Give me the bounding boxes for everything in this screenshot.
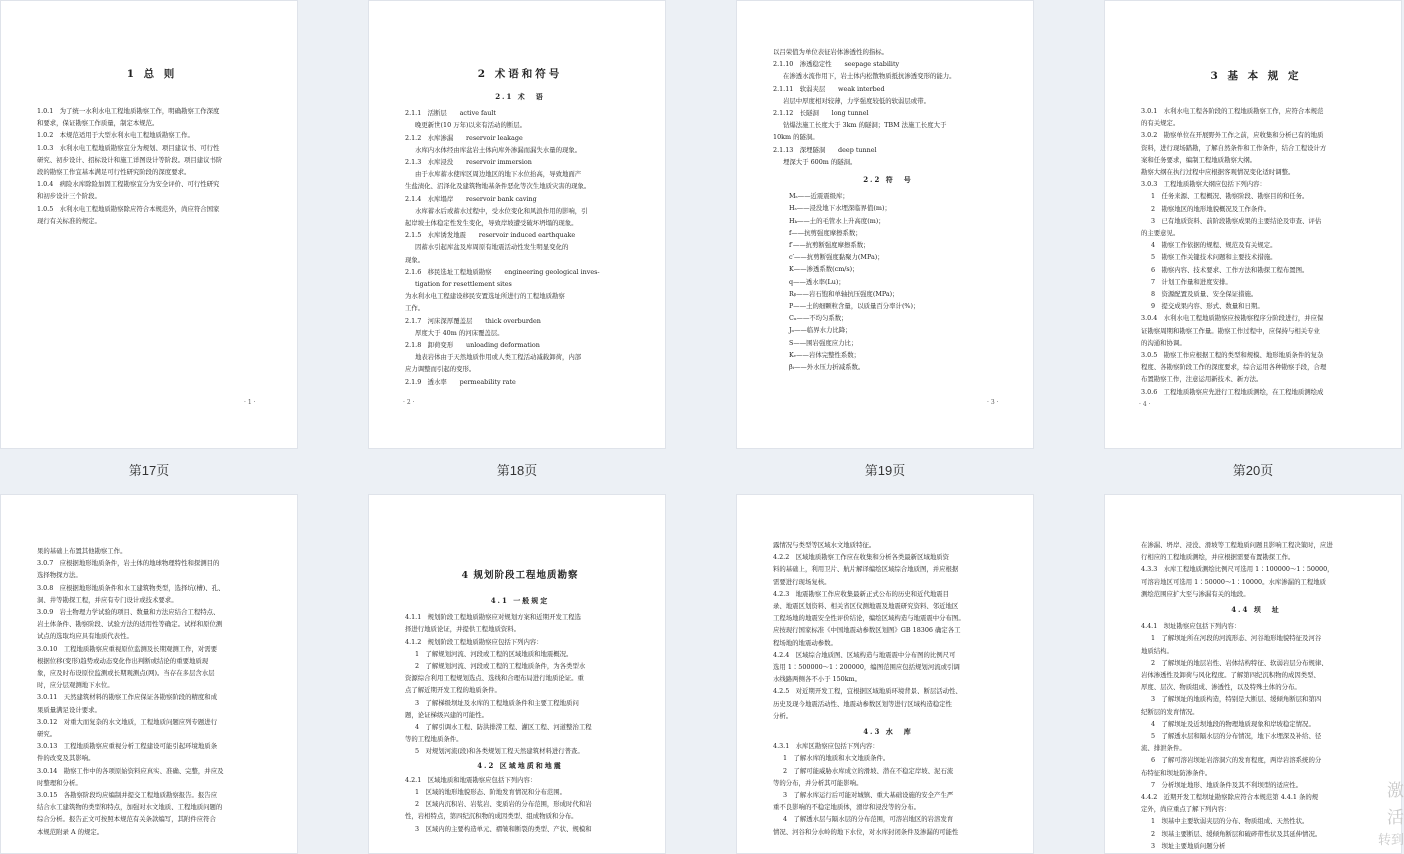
text-line: 行相应的工程地质测绘，并应根据需要布置勘探工作。 (1141, 553, 1295, 562)
page-text (405, 107, 635, 388)
text-line: 选择物探方法。 (37, 571, 82, 580)
section-title: 4.1 一般规定 (490, 596, 550, 605)
text-line: 4.2.4 区域综合地质图、区域构造与地震震中分布图的比例尺可 (773, 650, 956, 659)
page-caption-18: 第18页 (496, 463, 538, 478)
text-line: 综合分析。报告正文可按照本规范有关条款编写，其附件应符合 (37, 815, 216, 824)
text-line: 2 了解可能威胁水库成立的滑坡、潜在不稳定岸坡、泥石流 (783, 766, 954, 775)
text-line: 料的基础上，利用卫片、航片解译编绘区域综合地质图，并应根据 (773, 565, 959, 574)
text-line: 2.1.12 长隧洞 long tunnel (773, 109, 869, 118)
text-line: 4 勘察工作依据的规程、规范及有关规定。 (1151, 241, 1277, 250)
section-title-2: 4.2 区域地质和地震 (477, 760, 563, 770)
text-line: 钻爆法施工长度大于 3km 的隧洞；TBM 法施工长度大于 (783, 121, 947, 130)
text-line: 3 了解水库运行后可能对城镇、重大基础设施的安全产生严 (783, 791, 954, 800)
chapter-title: 2 术语和符号 (477, 68, 563, 80)
text-line: 4 了解引调水工程、防洪排涝工程、灌区工程、河道整治工程 (415, 723, 592, 732)
text-line: 2.1.5 水库诱发地震 reservoir induced earthquake (405, 231, 576, 240)
text-line: 结合水工建筑物的类型和特点，加强对水文地质、工程地质问题的 (37, 803, 223, 812)
text-line: 1.0.3 水利水电工程地质勘察宜分为规划、项目建议书、可行性 (37, 143, 220, 152)
text-line: 3.0.3 工程地质勘察大纲应包括下列内容： (1141, 180, 1266, 189)
page-thumbnail-18[interactable] (368, 0, 666, 449)
text-line: 4.1.2 规划阶段工程地质勘察应包括下列内容： (405, 637, 543, 646)
text-line: 等的分布，并分析其可能影响。 (773, 778, 863, 787)
text-line: K——渗透系数(cm/s)； (789, 265, 859, 274)
text-line: 3.0.2 勘察单位在开展野外工作之前，应收集和分析已有的地质 (1141, 131, 1324, 140)
text-line: 2.1.7 河床深厚覆盖层 thick overburden (405, 316, 541, 325)
chapter-title: 4 规划阶段工程地质勘察 (461, 570, 579, 581)
text-line: 地表岩体由于天然地质作用或人类工程活动减载卸荷，内部 (415, 353, 582, 362)
text-line: 1.0.5 水利水电工程地质勘察除应符合本规范外，尚应符合国家 (37, 204, 220, 213)
page-text (1141, 539, 1371, 600)
text-line: Jₒ——临界水力比降； (789, 326, 852, 335)
text-line: 本规范附录 A 的规定。 (37, 827, 104, 836)
text-line: 工作。 (405, 304, 425, 313)
text-line: 应按现行国家标准《中国地震动参数区划图》GB 18306 确定各工 (773, 626, 961, 635)
text-line: 的主要意见。 (1141, 229, 1180, 238)
text-line: 露情况与类型等区域水文地质特征。 (773, 541, 876, 549)
text-line: 起岸坡土体稳定性发生变化，导致岸坡遭受破坏坍塌的现象。 (405, 219, 578, 228)
text-line: 岩土体条件、勘察阶段、试验方法的适用性等确定。试样和原位测 (37, 620, 223, 629)
text-line: 和要求，保证勘察工作质量，制定本规范。 (37, 119, 159, 128)
text-line: 4 了解坝址及近坝地段的物理地质现象和岸坡稳定情况。 (1151, 719, 1315, 728)
page-thumbnail-23[interactable] (736, 494, 1034, 854)
page-number: · 4 · (1139, 401, 1151, 408)
section-title: 2.2 符 号 (863, 175, 913, 185)
text-line: 水库内水体经由库盆岩土体向库外渗漏而漏失水量的现象。 (415, 145, 582, 154)
text-line: 3.0.7 应根据地形地质条件，岩土体的地球物理特性和探测目的 (37, 559, 220, 568)
text-line: 性，岩相特点，第四纪沉积物的成因类型、组成物质和分布。 (405, 812, 578, 821)
text-line: 3 了解坝址的地质构造，特别是大断层、缓倾角断层和第四 (1151, 695, 1322, 704)
text-line: q——透水率(Lu)； (789, 277, 845, 286)
text-line: 的沟通和协调。 (1141, 338, 1186, 347)
text-line: 纪断层的发育情况。 (1141, 707, 1199, 716)
text-line: 证勘察周期和勘察工作量。勘察工作过程中，应保持与相关专业 (1141, 326, 1320, 335)
text-line: 2 坝基主要断层、缓倾角断层和破碎带性状及其延伸情况。 (1151, 829, 1322, 838)
page-thumbnail-17[interactable] (0, 0, 298, 449)
text-line: 2.1.10 渗透稳定性 seepage stability (773, 60, 900, 69)
watermark-line-2: 转到 (1377, 833, 1404, 848)
text-line: 重不良影响的不稳定地质体，滑岸和浸没等的分布。 (773, 803, 920, 812)
page-text (37, 545, 267, 838)
text-line: 流、排泄条件。 (1141, 744, 1186, 753)
text-line: 2.1.6 移民选址工程地质勘察 engineering geological inves- (405, 267, 600, 276)
text-line: 6 了解可溶岩坝址岩溶洞穴的发育程度，两岸岩溶系统的分 (1151, 756, 1322, 765)
text-line: 布置勘察工作，注意运用新技术、新方法。 (1141, 375, 1263, 384)
section-title: 4.3 水 库 (863, 727, 913, 737)
text-line: Hₛ——浸没地下水埋深临界值(m)； (789, 204, 891, 213)
text-line: 8 资源配置及质量、安全保证措施。 (1151, 290, 1258, 299)
text-line: 岩体渗透性及卸荷与风化程度。了解第四纪沉积物的成因类型、 (1141, 671, 1320, 680)
text-line: 1 了解水库的地质和水文地质条件。 (783, 754, 890, 763)
text-line: 和初步设计三个阶段。 (37, 192, 101, 201)
text-line: 2.1.4 水库塌岸 reservoir bank caving (405, 194, 537, 203)
text-line: P——土的细颗粒含量，以质量百分率计(%)； (789, 302, 920, 311)
text-line: Mₛ——近震震级库； (789, 192, 849, 201)
text-line: 5 对规划河流(段)和各类规划工程天然建筑材料进行普查。 (415, 747, 584, 756)
page-text (773, 46, 1003, 168)
text-line: 3 已有地质资料、前阶段勘察成果的主要结论及审查、评估 (1151, 216, 1322, 225)
text-line: 程场地的地震动参数。 (773, 638, 837, 647)
watermark-line-1: 激活 (1387, 781, 1404, 828)
text-line: 工程场地的地震安全性评价结论，编绘区域构造与地震震中分布图。 (773, 614, 965, 623)
text-line: 现行有关标准的规定。 (37, 216, 101, 225)
text-line: 分析。 (773, 711, 793, 720)
text-line: 的有关规定。 (1141, 119, 1180, 128)
text-line: 洞、井等勘探工程，并应有专门设计或技术要求。 (37, 595, 178, 604)
text-line: S——围岩强度应力比； (789, 338, 858, 347)
text-line: 1.0.1 为了统一水利水电工程地质勘察工作，明确勘察工作深度 (37, 107, 220, 115)
page-text-2 (773, 740, 1003, 838)
page-number: · 3 · (987, 399, 999, 406)
text-line: 果质量满足设计要求。 (37, 705, 101, 714)
text-line: 案和任务要求，编制工程地质勘察大纲。 (1141, 155, 1257, 164)
text-line: 1 坝基中主要软弱夹层的分布、物质组成、天然性状。 (1151, 817, 1309, 826)
text-line: 历史及现今地震活动性、地震动参数区划等进行区域构造稳定性 (773, 699, 952, 708)
text-line: 4.2.2 区域地质勘察工作应在收集和分析各类最新区域地质资 (773, 553, 950, 562)
page-thumbnail-24[interactable] (1104, 494, 1402, 854)
text-line: 2.1.2 水库渗漏 reservoir leakage (405, 133, 523, 142)
text-line: 厚度、层次、物质组成、渗透性，以及特殊土体的分布。 (1141, 683, 1301, 692)
text-line: 4 了解透水层与隔水层的分布范围，可溶岩地区的岩溶发育 (783, 815, 954, 824)
text-line: 4.2.5 对近期开发工程，宜根据区域地质环境背景、断层活动性、 (773, 687, 962, 696)
text-line: 10km 的隧洞。 (773, 133, 819, 142)
text-line: 测绘范围应扩大至与渗漏有关的地段。 (1141, 589, 1250, 598)
text-line: 2 勘察地区的地形地貌概况及工作条件。 (1151, 204, 1271, 213)
text-line: 资源综合利用工程规划选点、选线和合理布局进行地质论证。重 (405, 674, 584, 683)
text-line: 2.1.9 透水率 permeability rate (405, 377, 516, 386)
text-line: 3.0.9 岩土物理力学试验的项目、数量和方法应结合工程特点、 (37, 608, 220, 617)
text-line: 埋深大于 600m 的隧洞。 (783, 157, 857, 166)
text-line: 4.2.3 地震勘察工作应收集最新正式公布的历史和近代地震目 (773, 589, 950, 598)
text-line: 5 了解透水层和隔水层的分布情况，地下水埋深及补给、径 (1151, 732, 1322, 741)
text-line: 3 了解梯级坝址及水库的工程地质条件和主要工程地质问 (415, 698, 579, 707)
text-line: 可溶岩地区可选用 1∶50000～1∶10000。水库渗漏的工程地质 (1141, 577, 1327, 586)
symbol-list (773, 190, 1003, 373)
page-text (405, 611, 635, 757)
text-line: 选用 1∶500000～1∶200000，编图范围应包括规划河流或引调 (773, 663, 960, 672)
text-line: 6 勘察内容、技术要求、工作方法和勘探工程布置图。 (1151, 265, 1309, 274)
page-thumbnail-21[interactable] (0, 494, 298, 854)
chapter-title: 1 总 则 (126, 68, 178, 80)
section-title: 2.1 术 语 (495, 92, 545, 101)
text-line: 2 了解坝址的地层岩性、岩体结构特征、软弱岩层分布规律、 (1151, 658, 1328, 667)
text-line: 3.0.15 各勘察阶段均应编制并提交工程地质勘察报告。报告应 (37, 791, 218, 800)
text-line: 定外，尚应重点了解下列内容： (1141, 805, 1231, 814)
text-line: 4.1.1 规划阶段工程地质勘察应对规划方案和近期开发工程选 (405, 613, 582, 622)
text-line: 择进行地质论证，并提供工程地质资料。 (405, 625, 521, 634)
text-line: Cᵤ——不均匀系数； (789, 314, 848, 323)
page-text (773, 539, 1003, 722)
text-line: 1.0.2 本规范适用于大型水利水电工程地质勘察工作。 (37, 131, 194, 140)
text-line: 1 了解坝址所在河段的河流形态、河谷地形地貌特征及河谷 (1151, 634, 1322, 643)
text-line: 4.4.2 近期开发工程坝址勘察除应符合本规范第 4.4.1 条的规 (1141, 793, 1319, 802)
text-line: 根据位移(变形)趋势或动态变化作出判断或结论的重要地质现 (37, 656, 209, 665)
text-line: 水线路两侧各不小于 150km。 (773, 675, 862, 684)
text-line: 7 分析坝址地形、地质条件及其不利坝型的适应性。 (1151, 780, 1303, 789)
text-line: 情况、河谷和分水岭的地下水位，对水库封闭条件及渗漏的可能性 (773, 827, 959, 836)
text-line: 4.4.1 坝址勘察应包括下列内容： (1141, 622, 1241, 631)
text-line: 3.0.12 对重大而复杂的水文地质，工程地质问题应列专题进行 (37, 717, 218, 726)
page-text (1141, 105, 1371, 398)
text-line: 因蓄水引起库盆及库周原有地震活动性发生明显变化的 (415, 243, 569, 252)
text-line: 3.0.6 工程地质勘察应先进行工程地质测绘，在工程地质测绘成 (1141, 387, 1324, 396)
text-line: 3 坝址主要地质问题分析 (1151, 841, 1226, 850)
text-line: 3.0.5 勘察工作应根据工程的类型和规模、地形地质条件的复杂 (1141, 351, 1324, 360)
text-line: 布特征和坝址防渗条件。 (1141, 768, 1212, 777)
text-line: 时，应分层观测地下水位。 (37, 681, 114, 690)
text-line: 为水利水电工程建设移民安置选址所进行的工程地质勘察 (405, 292, 565, 301)
text-line: 5 勘察工作关键技术问题和主要技术措施。 (1151, 253, 1277, 262)
text-line: 研究。 (37, 730, 57, 739)
page-caption-17: 第17页 (128, 463, 170, 478)
text-line: 1 任务来源、工程概况、勘察阶段、勘察目的和任务。 (1151, 192, 1309, 201)
text-line: 4.3.3 水库工程地质测绘比例尺可选用 1∶100000～1∶50000， (1141, 565, 1334, 574)
text-line: 2 了解规划河流、河段或工程的工程地质条件，为各类型水 (415, 662, 586, 671)
text-line: 段的勘察工作宜基本满足可行性研究阶段的深度要求。 (37, 168, 191, 177)
text-line: f——抗剪强度摩擦系数； (789, 228, 862, 237)
page-text-2 (1141, 620, 1371, 852)
text-line: c′——抗剪断强度黏聚力(MPa)； (789, 253, 884, 262)
page-text-2 (405, 774, 635, 835)
text-line: f′——抗剪断强度摩擦系数； (789, 241, 870, 250)
page-thumbnail-20[interactable] (1104, 0, 1402, 449)
text-line: 等的工程地质条件。 (405, 735, 463, 744)
text-line: 3.0.4 水利水电工程地质勘察应按勘察程序分阶段进行，并应保 (1141, 314, 1324, 323)
text-line: 3.0.10 工程地质勘察应重视原位监测及长期观测工作，对需要 (37, 644, 218, 653)
text-line: 2.1.1 活断层 active fault (405, 109, 496, 118)
text-line: 2.1.11 软弱夹层 weak interbed (773, 84, 885, 93)
text-line: 3 区域内的主要构造单元、褶皱和断裂的类型、产状、规模和 (415, 824, 592, 833)
text-line: 件的改变及其影响。 (37, 754, 95, 763)
text-line: 岩层中厚度相对较薄，力学强度较低的软弱层或带。 (783, 96, 930, 105)
text-line: 研究、初步设计、招标设计和施工详图设计等阶段。项目建议书阶 (37, 155, 223, 164)
text-line: 3.0.8 应根据地形地质条件和水工建筑物类型，选择坑(槽)、孔、 (37, 583, 225, 592)
page-thumbnail-19[interactable] (736, 0, 1034, 449)
text-line: Kᵥ——岩体完整性系数； (789, 350, 861, 359)
page-number: · 1 · (244, 399, 256, 406)
page-caption-19: 第19页 (864, 463, 906, 478)
text-line: 地质结构。 (1141, 646, 1173, 655)
text-line: 2.1.8 卸荷变形 unloading deformation (405, 341, 540, 350)
text-line: 晚更新世(10 万年)以来有活动的断层。 (415, 121, 527, 130)
text-line: 3.0.1 水利水电工程各阶段的工程地质勘察工作，应符合本规范 (1141, 107, 1324, 115)
text-line: 题，论证梯级兴建的可能性。 (405, 710, 489, 719)
text-line: 现象。 (405, 255, 425, 264)
page-caption-20: 第20页 (1232, 463, 1274, 478)
text-line: 4.2.1 区域地质和地震勘察应包括下列内容： (405, 775, 537, 784)
text-line: 在渗透水流作用下，岩土体内松散物质抵抗渗透变形的能力。 (783, 72, 956, 81)
text-line: 资料，进行现场踏勘，了解自然条件和工作条件，结合工程设计方 (1141, 143, 1327, 152)
page-thumbnail-22[interactable] (368, 494, 666, 854)
text-line: 录、地震区划资料、相关省区仪测地震及地震研究资料、邻近地区 (773, 602, 959, 611)
text-line: 时整理和分析。 (37, 778, 82, 787)
text-line: Hₖ——土的毛管水上升高度(m)； (789, 216, 885, 225)
text-line: 试点的选取均应具有地质代表性。 (37, 632, 133, 641)
activation-watermark (1374, 778, 1404, 850)
text-line: 1.0.4 病险水库除险加固工程勘察宜分为安全评价、可行性研究 (37, 180, 220, 189)
text-line: Rᵦ——岩石饱和单轴抗压强度(MPa)； (789, 289, 899, 298)
text-line: 厚度大于 40m 的河床覆盖层。 (415, 328, 504, 337)
text-line: 4.3.1 水库区勘察应包括下列内容： (773, 742, 879, 751)
text-line: tigation for resettlement sites (415, 280, 512, 289)
text-line: 3.0.14 勘察工作中的各项原始资料应真实、准确、完整，并应及 (37, 766, 224, 775)
text-line: 7 计划工作量和进度安排。 (1151, 277, 1232, 286)
text-line: 9 提交成果内容、形式、数量和日期。 (1151, 302, 1264, 311)
text-line: 3.0.11 天然建筑材料的勘察工作应保证各勘察阶段的精度和成 (37, 693, 218, 702)
text-line: βᵢ——外水压力折减系数。 (789, 363, 865, 372)
text-line: 1 了解规划河流、河段或工程的区域地质和地震概况。 (415, 649, 573, 658)
text-line: 水库蓄水后或蓄水过程中，受水位变化和风浪作用的影响，引 (415, 206, 588, 215)
text-line: 应力调整而引起的变形。 (405, 365, 476, 374)
text-line: 由于水库蓄水使库区周边地区的地下水位抬高，导致地面产 (415, 170, 582, 179)
text-line: 程度、各勘察阶段工作的深度要求，综合运用各种勘察手段，合理 (1141, 363, 1327, 372)
text-line: 2.1.3 水库浸没 reservoir immersion (405, 158, 532, 167)
text-line: 象，应及时布设原位监测或长期观测点(网)。当存在多层含水层 (37, 669, 215, 678)
text-line: 果的基础上布置其他勘察工作。 (37, 547, 127, 555)
page-text (37, 105, 267, 227)
text-line: 生盐渍化、沼泽化及建筑物地基条件恶化等次生地质灾害的现象。 (405, 182, 591, 191)
text-line: 2.1.13 深埋隧洞 deep tunnel (773, 145, 877, 154)
chapter-title: 3 基 本 规 定 (1210, 70, 1302, 82)
text-line: 2 区域内沉积岩、岩浆岩、变质岩的分布范围，形成时代和岩 (415, 800, 592, 809)
text-line: 在渗漏、坍岸、浸没、滑坡等工程地质问题且影响工程决策时，应进 (1141, 541, 1333, 549)
text-line: 3.0.13 工程地质勘察应重视分析工程建设可能引起环境地质条 (37, 742, 218, 751)
text-line: 以吕荣值为单位表征岩体渗透性的指标。 (773, 48, 889, 56)
text-line: 勘察大纲在执行过程中应根据客观情况变化适时调整。 (1141, 168, 1295, 177)
page-number: · 2 · (403, 399, 415, 406)
text-line: 需要进行现场复核。 (773, 577, 831, 586)
text-line: 点了解近期开发工程的地质条件。 (405, 686, 501, 695)
text-line: 1 区域的地形地貌形态、阶地发育情况和分布范围。 (415, 788, 567, 797)
section-title: 4.4 坝 址 (1231, 605, 1281, 615)
